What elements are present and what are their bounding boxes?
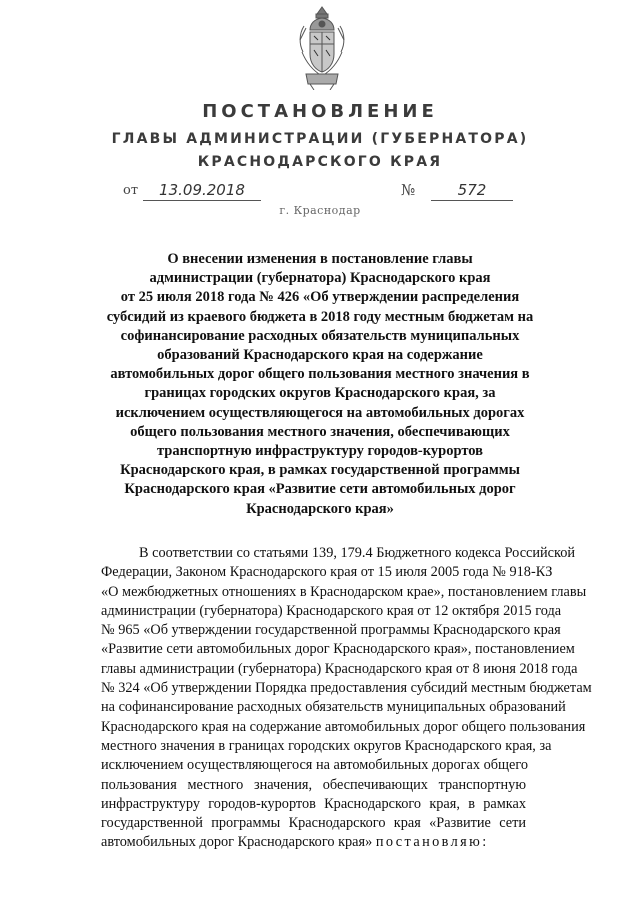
body-line: «О межбюджетных отношениях в Краснодарском крае», постановлением главы (101, 583, 587, 600)
document-type-title: ПОСТАНОВЛЕНИЕ (202, 101, 438, 122)
body-line: администрации (губернатора) Краснодарского края от 12 октября 2015 года (101, 602, 562, 619)
body-line: на софинансирование расходных обязательств муниципальных образований (101, 699, 566, 716)
heading-line: границах городских округов Краснодарского края, за (144, 385, 496, 402)
body-line: государственной программы Краснодарского края «Развитие сети (101, 815, 526, 832)
heading-line: исключением осуществляющегося на автомобильных дорогах (115, 404, 525, 421)
date-field (143, 183, 261, 201)
number-field (431, 183, 513, 201)
heading-line: администрации (губернатора) Краснодарского края (149, 270, 491, 287)
heading-line: транспортную инфраструктуру городов-курортов (156, 443, 483, 460)
heading-line: субсидий из краевого бюджета в 2018 году местным бюджетам на (106, 308, 534, 325)
heading-line: от 25 июля 2018 года № 426 «Об утверждении распределения (120, 289, 520, 306)
body-line: Федерации, Законом Краснодарского края от 15 июля 2005 года № 918-КЗ (101, 564, 553, 581)
heading-line: Краснодарского края «Развитие сети автомобильных дорог (124, 481, 516, 498)
city-label: г. Краснодар (279, 204, 361, 217)
heading-line: Краснодарского края» (246, 500, 394, 517)
body-line: местного значения в границах городских округов Краснодарского края, за (101, 737, 552, 754)
body-line: В соответствии со статьями 139, 179.4 Бюджетного кодекса Российской (139, 545, 576, 561)
heading-line: софинансирование расходных обязательств муниципальных (120, 327, 520, 344)
document-date: 13.09.2018 (159, 181, 245, 199)
resolves-word: постановляю: (375, 834, 489, 851)
heading-line: Краснодарского края, в рамках государственной программы (120, 462, 520, 479)
body-line: № 324 «Об утверждении Порядка предоставления субсидий местным бюджетам (101, 680, 592, 697)
krasnodar-krai-coat-of-arms-icon (296, 4, 348, 90)
body-line: № 965 «Об утверждении государственной программы Краснодарского края (101, 622, 561, 639)
body-line: исключением осуществляющегося на автомобильных дорогах общего (101, 757, 529, 774)
body-line: «Развитие сети автомобильных дорог Краснодарского края», постановлением (101, 641, 575, 658)
issuer-line-2: КРАСНОДАРСКОГО КРАЯ (197, 154, 443, 170)
date-label: от (123, 183, 139, 198)
document-number: 572 (457, 181, 487, 199)
body-line: инфраструктуру городов-курортов Краснодарского края, в рамках (101, 795, 526, 812)
document-heading (92, 250, 548, 519)
heading-line: образований Краснодарского края на содержание (157, 347, 483, 364)
heading-line: автомобильных дорог общего пользования местного значения в (110, 366, 530, 383)
preamble-paragraph (101, 544, 592, 853)
heading-line: О внесении изменения в постановление главы (167, 251, 473, 267)
body-line: Краснодарского края на содержание автомобильных дорог общего пользования (101, 718, 586, 735)
number-label: № (401, 181, 416, 199)
issuer-line-1: ГЛАВЫ АДМИНИСТРАЦИИ (ГУБЕРНАТОРА) (111, 131, 529, 147)
body-line-text: автомобильных дорог Краснодарского края» (101, 834, 373, 851)
body-line: пользования местного значения, обеспечивающих транспортную (101, 776, 526, 793)
body-line: главы администрации (губернатора) Краснодарского края от 8 июня 2018 года (101, 660, 578, 677)
heading-line: общего пользования местного значения, обеспечивающих (130, 423, 510, 440)
body-line-last (101, 833, 526, 852)
